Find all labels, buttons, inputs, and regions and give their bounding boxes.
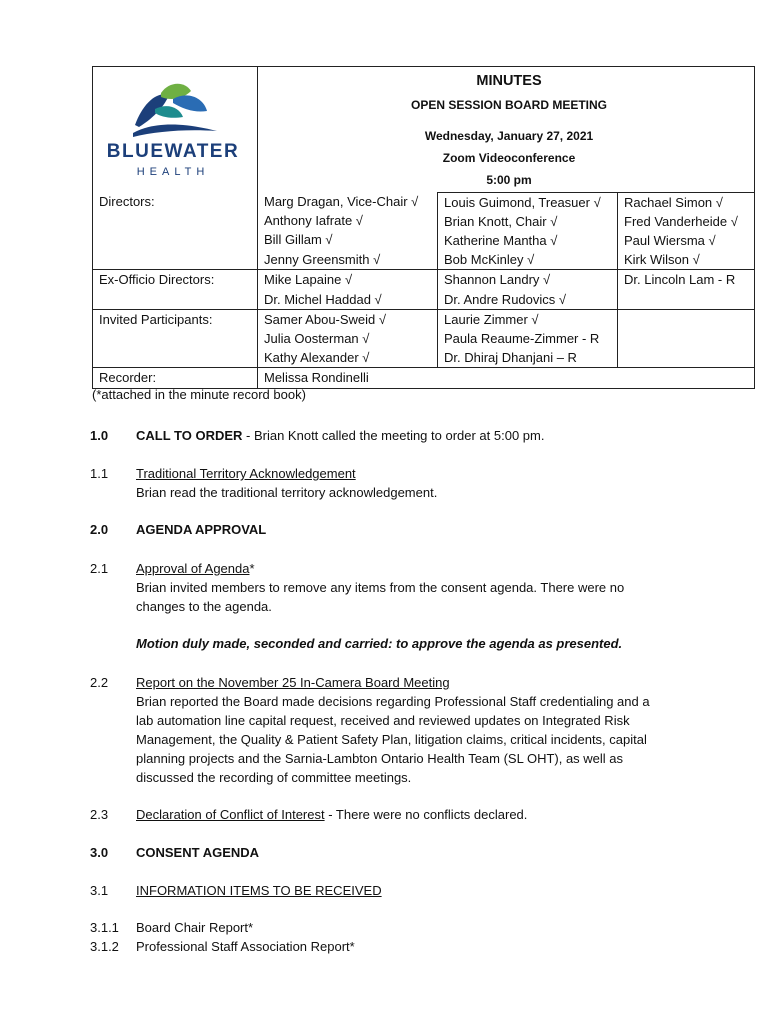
directors-col-3 — [618, 192, 755, 270]
invited-label: Invited Participants: — [93, 309, 258, 368]
ex-officio-col-3 — [618, 270, 755, 309]
section-2-0 — [90, 520, 696, 539]
section-text: lab automation line capital request, received and reviewed updates on Integrated Risk — [136, 713, 630, 728]
section-1-1 — [90, 464, 696, 502]
section-number: 1.0 — [90, 428, 109, 443]
invited-col-3 — [618, 309, 755, 368]
attendee: Rachael Simon √ — [624, 194, 723, 210]
section-text: changes to the agenda. — [136, 599, 272, 614]
attendee: Marg Dragan, Vice-Chair √ — [264, 194, 419, 209]
attachment-note: (*attached in the minute record book) — [92, 387, 306, 402]
attendee: Anthony Iafrate √ — [264, 213, 363, 229]
section-3-1-1 — [90, 918, 696, 937]
section-number: 3.1.1 — [90, 920, 119, 935]
section-text: Board Chair Report* — [136, 920, 254, 935]
section-title: INFORMATION ITEMS TO BE RECEIVED — [136, 883, 382, 898]
section-3-1 — [90, 881, 696, 900]
attachment-marker: * — [249, 561, 255, 576]
section-number: 3.1.2 — [90, 939, 119, 954]
recorder-name: Melissa Rondinelli — [258, 368, 755, 388]
motion-text: Motion duly made, seconded and carried: to approve the agenda as presented. — [136, 636, 623, 651]
section-title: CALL TO ORDER — [136, 428, 243, 443]
section-3-0 — [90, 843, 696, 862]
section-text: - Brian Knott called the meeting to order at 5:00 pm. — [242, 428, 545, 443]
attendee: Paula Reaume-Zimmer - R — [444, 330, 600, 346]
logo-sub: HEALTH — [136, 166, 210, 178]
section-text: Professional Staff Association Report* — [136, 939, 355, 954]
ex-officio-col-2 — [438, 270, 618, 309]
attendance-table — [92, 66, 755, 389]
section-3-1-2 — [90, 937, 696, 956]
attendee: Jenny Greensmith √ — [264, 251, 381, 267]
attendee: Fred Vanderheide √ — [624, 213, 738, 229]
attendee: Dr. Dhiraj Dhanjani – R — [444, 350, 577, 366]
section-title: Declaration of Conflict of Interest — [136, 807, 325, 822]
attendee: Kirk Wilson √ — [624, 252, 700, 268]
section-number: 3.0 — [90, 845, 109, 860]
section-text: Brian invited members to remove any items from the consent agenda. There were no — [136, 580, 625, 595]
section-text: Brian reported the Board made decisions regarding Professional Staff credentialing and a — [136, 694, 650, 709]
bluewater-health-logo — [95, 73, 255, 183]
attendee: Laurie Zimmer √ — [444, 311, 539, 327]
attendee: Brian Knott, Chair √ — [444, 213, 558, 229]
directors-col-1 — [258, 192, 438, 270]
section-number: 2.3 — [90, 807, 109, 822]
section-text: - There were no conflicts declared. — [324, 807, 528, 822]
attendee: Katherine Mantha √ — [444, 232, 558, 248]
invited-col-2 — [438, 309, 618, 368]
section-text: Brian read the traditional territory acknowledgement. — [136, 485, 438, 500]
section-number: 3.1 — [90, 883, 109, 898]
section-1-0 — [90, 426, 696, 445]
invited-col-1 — [258, 309, 438, 368]
attendee: Dr. Andre Rudovics √ — [444, 291, 567, 307]
attendee: Julia Oosterman √ — [264, 330, 370, 346]
section-title: Traditional Territory Acknowledgement — [136, 466, 356, 481]
section-2-3 — [90, 805, 696, 824]
attendee: Paul Wiersma √ — [624, 232, 716, 248]
section-number: 2.1 — [90, 561, 109, 576]
section-text: planning projects and the Sarnia-Lambton Ontario Health Team (SL OHT), as well as — [136, 751, 624, 766]
directors-label: Directors: — [93, 192, 258, 270]
section-title: AGENDA APPROVAL — [136, 522, 267, 537]
ex-officio-col-1 — [258, 270, 438, 309]
meeting-location: Zoom Videoconference — [442, 151, 576, 165]
attendee: Louis Guimond, Treasuer √ — [444, 194, 601, 210]
section-title: CONSENT AGENDA — [136, 845, 260, 860]
attendee: Mike Lapaine √ — [264, 272, 353, 288]
attendee: Kathy Alexander √ — [264, 350, 370, 366]
section-2-2 — [90, 673, 696, 787]
meeting-time: 5:00 pm — [486, 173, 532, 187]
section-2-1 — [90, 559, 696, 653]
title-block — [258, 67, 755, 193]
section-text: Management, the Quality & Patient Safety Plan, litigation claims, critical incidents, capital — [136, 732, 647, 747]
section-title: Report on the November 25 In-Camera Board Meeting — [136, 675, 450, 690]
section-number: 2.0 — [90, 522, 109, 537]
attendee: Samer Abou-Sweid √ — [264, 311, 387, 327]
attendee: Bill Gillam √ — [264, 232, 333, 248]
meeting-date: Wednesday, January 27, 2021 — [424, 129, 594, 143]
logo-name: BLUEWATER — [106, 141, 240, 162]
section-number: 2.2 — [90, 675, 109, 690]
section-number: 1.1 — [90, 466, 109, 481]
section-text: discussed the recording of committee meetings. — [136, 770, 412, 785]
logo-cell — [93, 67, 258, 193]
attendee: Bob McKinley √ — [444, 252, 535, 268]
attendee: Dr. Lincoln Lam - R — [624, 272, 736, 288]
document-title: MINUTES — [476, 73, 542, 89]
attendee: Dr. Michel Haddad √ — [264, 291, 382, 307]
meeting-type: OPEN SESSION BOARD MEETING — [410, 98, 608, 112]
section-title: Approval of Agenda — [136, 561, 250, 576]
recorder-label: Recorder: — [93, 368, 258, 388]
attendee: Shannon Landry √ — [444, 272, 551, 288]
ex-officio-label: Ex-Officio Directors: — [93, 270, 258, 309]
directors-col-2 — [438, 192, 618, 270]
